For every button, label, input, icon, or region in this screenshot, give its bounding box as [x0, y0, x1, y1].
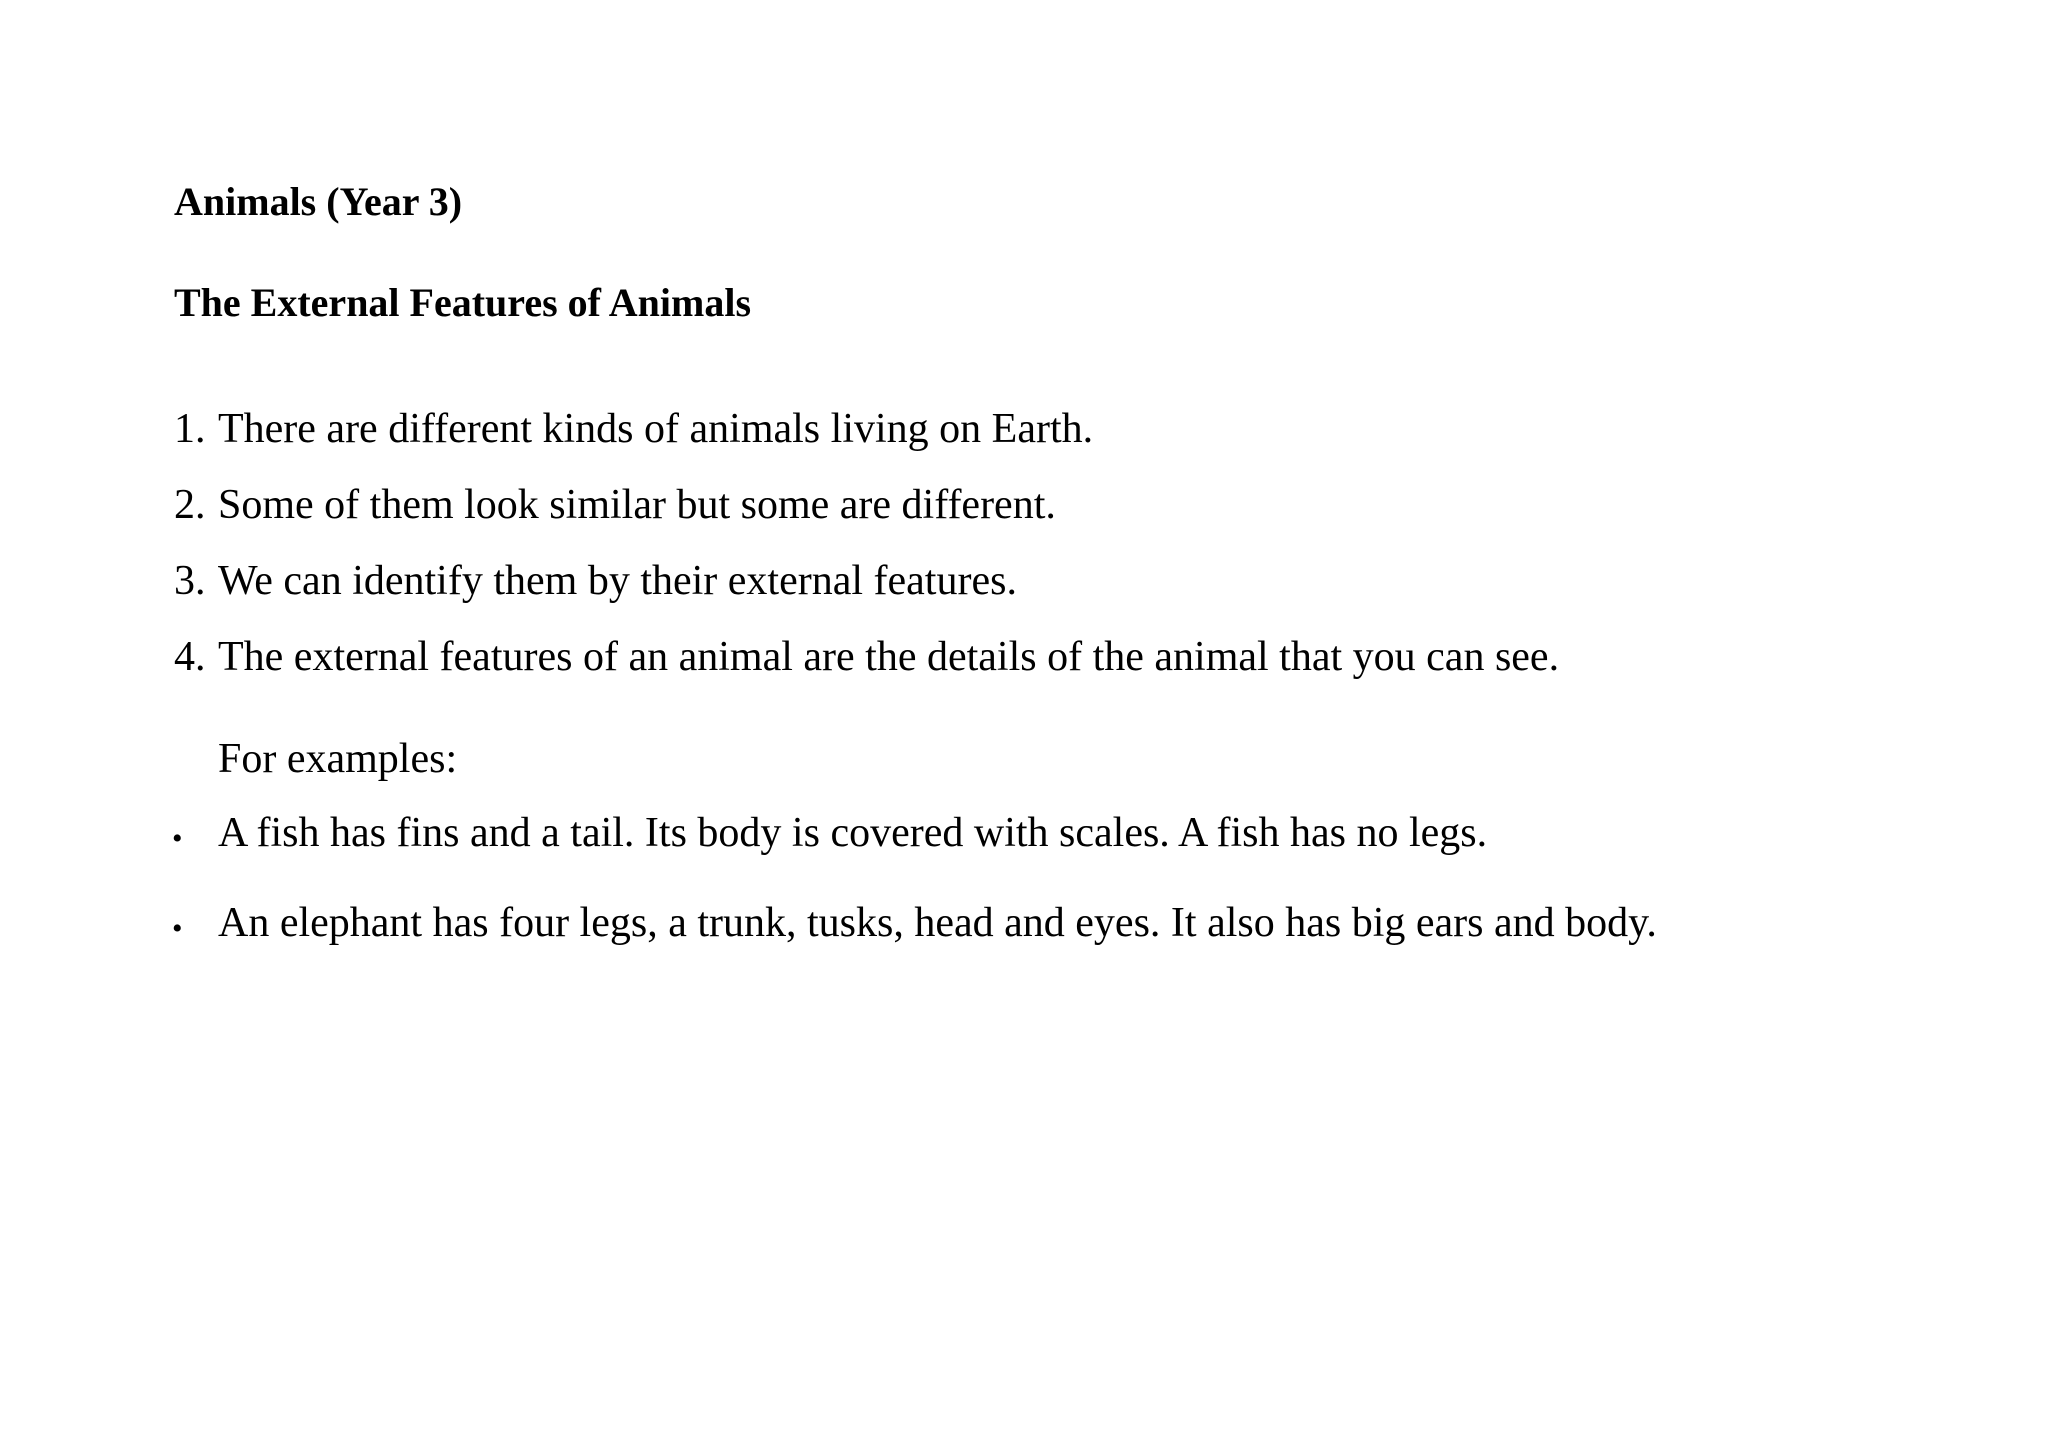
list-item-text: The external features of an animal are the details of the animal that you can see.	[218, 634, 1560, 680]
list-item	[0, 636, 2048, 686]
bullet-marker: •	[172, 822, 183, 855]
bullet-item	[0, 902, 2048, 952]
bullet-marker: •	[172, 912, 183, 945]
list-item-number: 2.	[174, 482, 206, 528]
bullet-item-text: An elephant has four legs, a trunk, tusks, head and eyes. It also has big ears and body.	[218, 900, 1657, 946]
examples-intro: For examples:	[218, 736, 458, 782]
list-item	[0, 560, 2048, 610]
list-item-number: 1.	[174, 406, 206, 452]
list-item-text: There are different kinds of animals living on Earth.	[218, 406, 1094, 452]
document-subtitle: The External Features of Animals	[174, 280, 752, 325]
list-item	[0, 408, 2048, 458]
list-item	[0, 484, 2048, 534]
bullet-item	[0, 812, 2048, 862]
examples-intro-row	[0, 738, 2048, 788]
list-item-text: Some of them look similar but some are different.	[218, 482, 1056, 528]
list-item-text: We can identify them by their external features.	[218, 558, 1017, 604]
list-item-number: 4.	[174, 634, 206, 680]
bullet-item-text: A fish has fins and a tail. Its body is covered with scales. A fish has no legs.	[218, 810, 1488, 856]
document-title: Animals (Year 3)	[174, 179, 463, 224]
list-item-number: 3.	[174, 558, 206, 604]
